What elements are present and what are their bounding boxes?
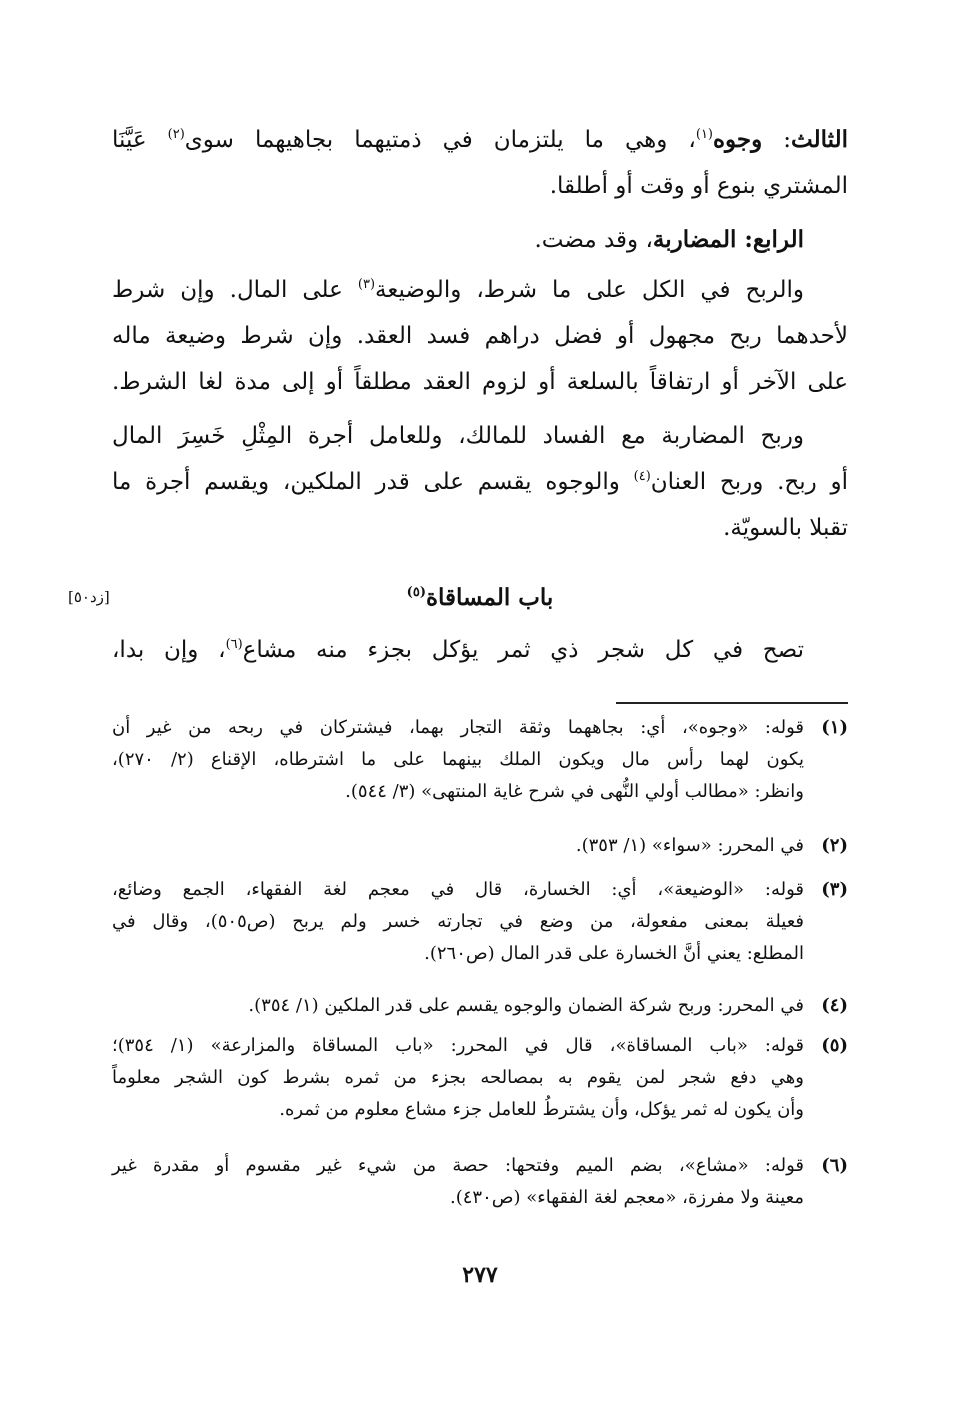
margin-reference: [زد٥٠] (68, 588, 110, 606)
footnote-divider (616, 702, 848, 704)
section-term-third: الثالث (791, 126, 848, 153)
body-line-8: أو ربح. وربح العنان$^{(٤)}$ والوجوه يقسم على قدر الملكين، ويقسم أجرة ما (112, 469, 848, 495)
footnote-number: (٢) (821, 835, 848, 856)
page (68, 0, 848, 1416)
footnote-ref-6: (٦) (225, 637, 243, 652)
footnote-3: (٣) قوله: «الوضيعة»، أي: الخسارة، قال في معجم لغة الفقهاء، الجمع وضائع، فعيلة بمعنى مفعولة، من وضع في تجارته خسر ولم يربح (ص٥٠٥)، وقال في المطلع: يعني أنَّ الخسارة على قدر المال (ص٢٦٠). (112, 874, 848, 970)
footnote-1: (١) قوله: «وجوه»، أي: بجاههما وثقة التجار بهما، فيشتركان في ربحه من غير أن يكون لهما رأس مال ويكون الملك بينهما على ما اشترطاه، الإقناع (٢/ ٢٧٠)، وانظر: «مطالب أولي النُّهى في شرح غاية المنتهى» (٣/ ٥٤٤). (112, 712, 848, 808)
footnote-ref-4: (٤) (633, 469, 651, 484)
footnote-number: (١) (821, 717, 848, 738)
footnote-5: (٥) قوله: «باب المساقاة»، قال في المحرر: «باب المساقاة والمزارعة» (١/ ٣٥٤)؛ وهي دفع شجر لمن يقوم به بمصالحه بجزء من ثمره بشرط كون الشجر معلوماً وأن يكون له ثمر يؤكل، وأن يشترطُ للعامل جزء مشاع معلوم من ثمره. (112, 1030, 848, 1126)
footnote-6: (٦) قوله: «مشاع»، بضم الميم وفتحها: حصة من شيء غير مقسوم أو مقدرة غير معينة ولا مفرزة، «معجم لغة الفقهاء» (ص٤٣٠). (112, 1150, 848, 1214)
body-line-10: تصح في كل شجر ذي ثمر يؤكل بجزء منه مشاع$^{(٦)}$، وإن بدا، (112, 637, 804, 663)
body-line-9: تقبلا بالسويّة. (723, 515, 848, 541)
body-line-5: لأحدهما ربح مجهول أو فضل دراهم فسد العقد. وإن شرط وضيعة ماله (112, 323, 848, 349)
footnote-ref-2: (٢) (167, 127, 185, 142)
footnote-number: (٥) (821, 1035, 848, 1056)
page-number: ٢٧٧ (462, 1262, 498, 1288)
body-line-1: الثالث: وجوه$^{(١)}$، وهي ما يلتزمان في ذمتيهما بجاهيهما سوى$^{(٢)}$ عَيَّنَا (112, 126, 848, 153)
footnote-number: (٦) (821, 1155, 848, 1176)
chapter-heading (112, 578, 848, 618)
body-line-3: الرابع: المضاربة، وقد مضت. (534, 226, 804, 253)
term-wujooh: وجوه (713, 126, 763, 153)
body-line-4: والربح في الكل على ما شرط، والوضيعة$^{(٣)}$ على المال. وإن شرط (112, 277, 804, 303)
footnote-number: (٤) (821, 995, 848, 1016)
body-line-6: على الآخر أو ارتفاقاً بالسلعة أو لزوم العقد مطلقاً أو إلى مدة لغا الشرط. (112, 369, 848, 395)
body-line-7: وربح المضاربة مع الفساد للمالك، وللعامل أجرة المِثْلِ خَسِرَ المال (112, 423, 804, 449)
body-line-2: المشتري بنوع أو وقت أو أطلقا. (549, 173, 848, 199)
footnote-ref-1: (١) (695, 127, 713, 142)
section-term-fourth: الرابع: المضاربة (652, 226, 804, 253)
footnote-ref-3: (٣) (357, 277, 376, 292)
footnote-number: (٣) (821, 879, 848, 900)
footnote-4: (٤) في المحرر: وربح شركة الضمان والوجوه يقسم على قدر الملكين (١/ ٣٥٤). (112, 990, 848, 1022)
chapter-title: باب المساقاة (425, 584, 554, 611)
footnote-2: (٢) في المحرر: «سواء» (١/ ٣٥٣). (112, 830, 848, 862)
footnote-ref-5: (٥) (406, 585, 426, 600)
